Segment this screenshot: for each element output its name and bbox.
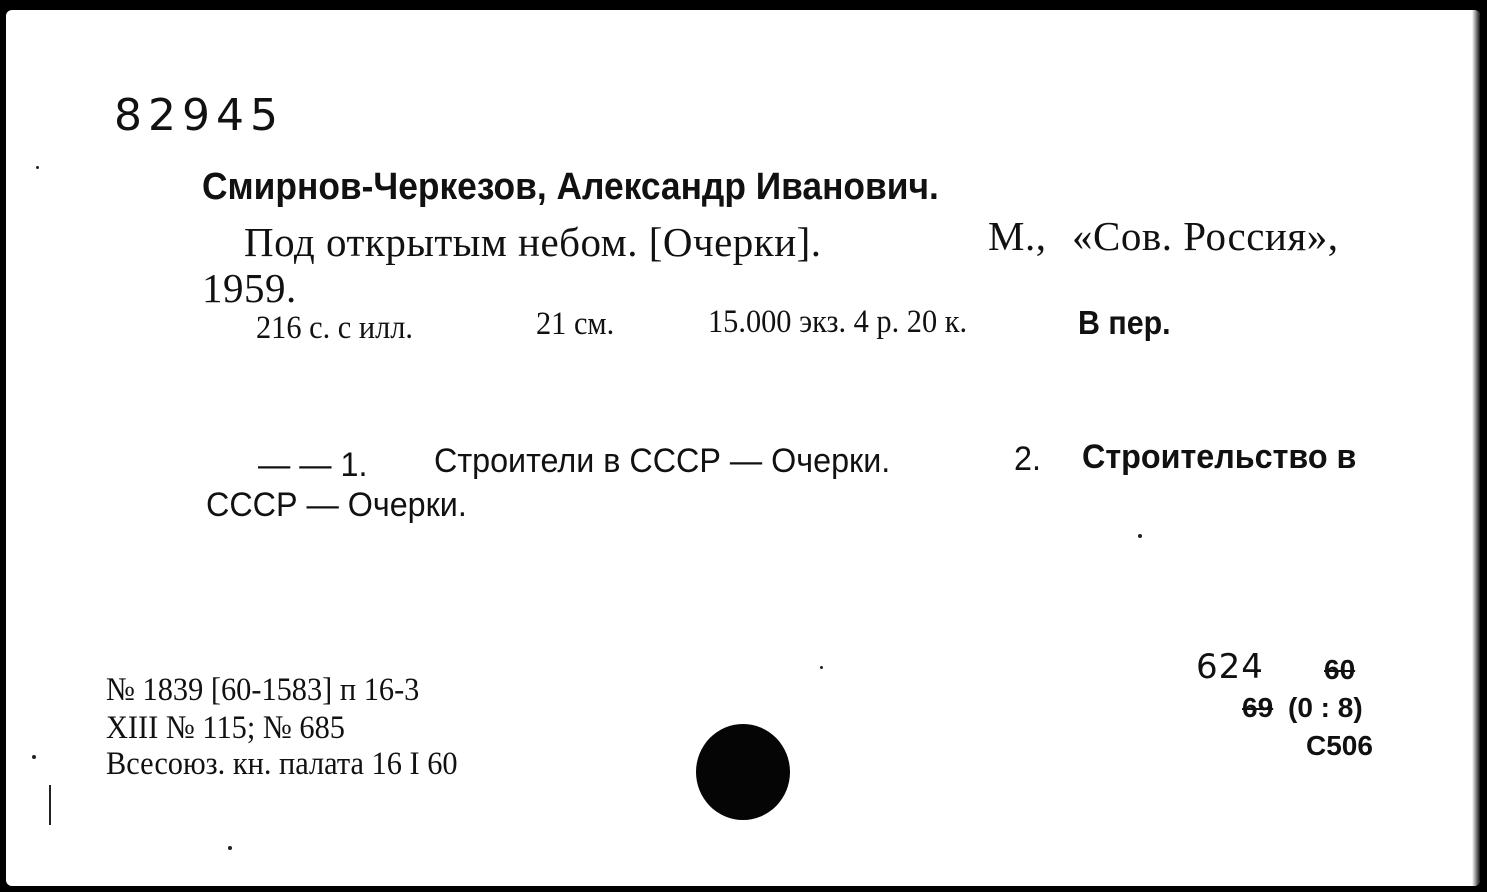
dimensions: 21 см.	[536, 306, 615, 342]
title-statement: Под открытым небом. [Очерки].	[244, 219, 822, 265]
scan-speck	[32, 755, 36, 759]
subject-number-2: 2.	[1014, 440, 1041, 478]
pagination: 216 с. с илл.	[256, 310, 413, 346]
subject-heading-2-start: Строительство в	[1082, 438, 1357, 476]
card-punch-hole	[696, 724, 790, 820]
scan-speck	[1138, 534, 1142, 538]
classification-code: (0 : 8)	[1288, 692, 1363, 723]
binding: В пер.	[1078, 304, 1171, 341]
struck-index-top: 60	[1324, 654, 1356, 685]
publication-place: М.,	[988, 213, 1047, 259]
handwritten-accession-number: 82945	[114, 90, 284, 141]
author-mark: С506	[1306, 730, 1373, 761]
imprint-line-1: № 1839 [60-1583] п 16-3	[106, 672, 420, 708]
publisher: «Сов. Россия»,	[1072, 213, 1339, 259]
scan-speck	[228, 846, 232, 850]
scan-mark	[49, 785, 51, 825]
copies-and-price: 15.000 экз. 4 р. 20 к.	[708, 304, 968, 340]
imprint-line-2: XIII № 115; № 685	[106, 710, 345, 746]
scan-speck	[36, 166, 39, 169]
struck-index-bottom: 69	[1242, 692, 1274, 723]
subject-heading-1: Строители в СССР — Очерки.	[434, 442, 891, 480]
catalog-card	[6, 10, 1480, 886]
publication-year: 1959.	[202, 265, 297, 311]
scan-speck	[820, 666, 823, 669]
subject-prefix: — — 1.	[258, 446, 368, 484]
handwritten-classification: 624	[1196, 647, 1264, 687]
author-heading: Смирнов-Черкезов, Александр Иванович.	[202, 166, 939, 208]
subject-heading-2-end: СССР — Очерки.	[206, 486, 467, 524]
imprint-line-3: Всесоюз. кн. палата 16 I 60	[106, 746, 458, 782]
